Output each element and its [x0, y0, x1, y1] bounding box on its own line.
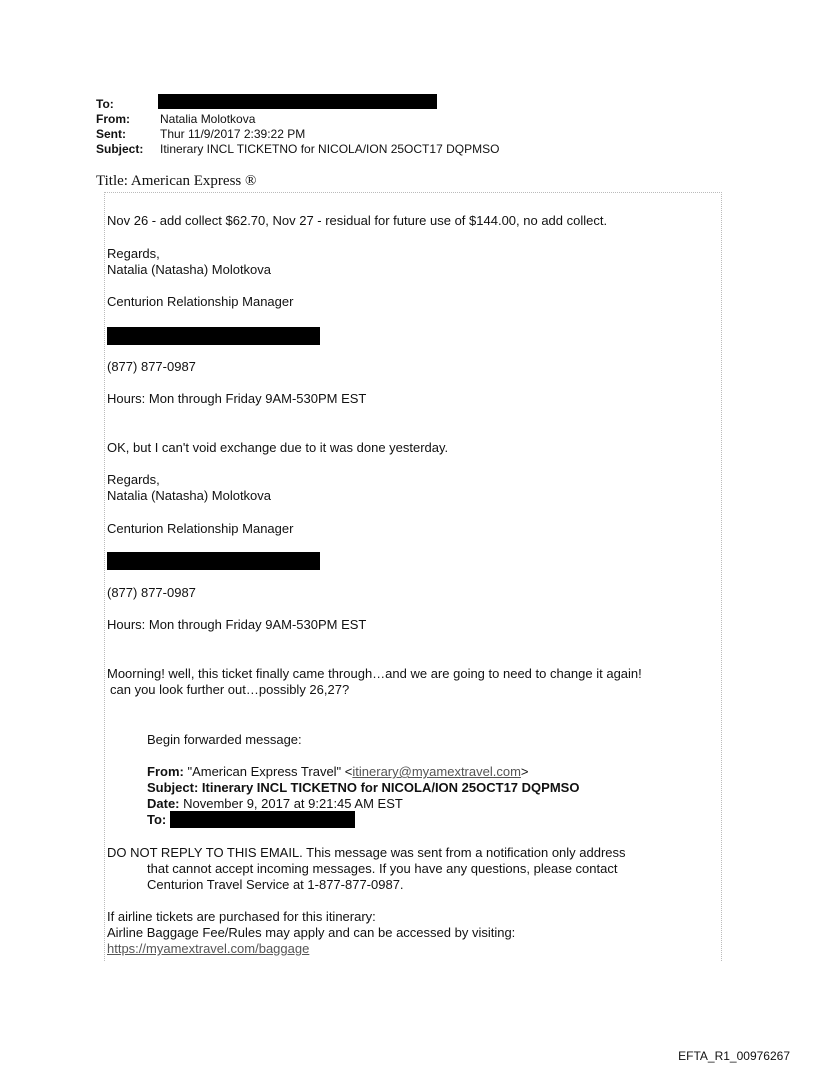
redaction-bar: [107, 327, 320, 345]
forwarded-subject: Subject: Itinerary INCL TICKETNO for NICOLA/ION 25OCT17 DQPMSO: [147, 780, 580, 795]
forwarded-from: [147, 764, 529, 780]
redaction-bar: [170, 811, 355, 828]
message-2-regards: Regards,: [107, 472, 160, 487]
message-1-body: Nov 26 - add collect $62.70, Nov 27 - residual for future use of $144.00, no add collect.: [107, 213, 608, 228]
subject-label: Subject:: [96, 142, 144, 156]
message-2-signature-name: Natalia (Natasha) Molotkova: [107, 488, 272, 503]
sent-value: Thur 11/9/2017 2:39:22 PM: [160, 127, 306, 141]
baggage-link[interactable]: https://myamextravel.com/baggage: [107, 941, 310, 956]
message-1-signature-role: Centurion Relationship Manager: [107, 294, 294, 309]
notice-line-3: Centurion Travel Service at 1-877-877-0987.: [147, 877, 404, 892]
to-label: To:: [96, 97, 114, 111]
message-1-phone: (877) 877-0987: [107, 359, 196, 374]
subject-value: Itinerary INCL TICKETNO for NICOLA/ION 25OCT17 DQPMSO: [160, 142, 500, 156]
document-id: EFTA_R1_00976267: [678, 1049, 790, 1063]
forwarded-to-label: To:: [147, 812, 167, 827]
sent-label: Sent:: [96, 127, 126, 141]
notice-line-2: that cannot accept incoming messages. If you have any questions, please contact: [147, 861, 618, 876]
forwarded-date-value: November 9, 2017 at 9:21:45 AM EST: [179, 796, 403, 811]
baggage-line-2: Airline Baggage Fee/Rules may apply and can be accessed by visiting:: [107, 925, 516, 940]
message-2-signature-role: Centurion Relationship Manager: [107, 521, 294, 536]
forwarded-date-label: Date:: [147, 796, 180, 811]
message-2-body: OK, but I can't void exchange due to it was done yesterday.: [107, 440, 449, 455]
forwarded-from-name: "American Express Travel" <: [183, 764, 353, 779]
notice-line-1: DO NOT REPLY TO THIS EMAIL. This message was sent from a notification only address: [107, 845, 626, 860]
message-2-phone: (877) 877-0987: [107, 585, 196, 600]
message-3-line-1: Moorning! well, this ticket finally came through…and we are going to need to change it again!: [107, 666, 642, 681]
forwarded-date: [147, 796, 403, 812]
forwarded-from-label: From:: [147, 764, 184, 779]
message-2-hours: Hours: Mon through Friday 9AM-530PM EST: [107, 617, 367, 632]
forwarded-from-email-link[interactable]: itinerary@myamextravel.com: [352, 764, 521, 779]
forwarded-from-close: >: [520, 764, 529, 779]
message-3-line-2: can you look further out…possibly 26,27?: [110, 682, 350, 697]
redaction-bar: [158, 94, 437, 109]
from-value: Natalia Molotkova: [160, 112, 256, 126]
baggage-line-1: If airline tickets are purchased for this itinerary:: [107, 909, 376, 924]
redaction-bar: [107, 552, 320, 570]
from-label: From:: [96, 112, 130, 126]
message-1-signature-name: Natalia (Natasha) Molotkova: [107, 262, 272, 277]
message-1-regards: Regards,: [107, 246, 160, 261]
baggage-link-line: [107, 941, 309, 957]
forwarded-intro: Begin forwarded message:: [147, 732, 302, 747]
message-1-hours: Hours: Mon through Friday 9AM-530PM EST: [107, 391, 367, 406]
email-title: Title: American Express ®: [96, 173, 257, 189]
